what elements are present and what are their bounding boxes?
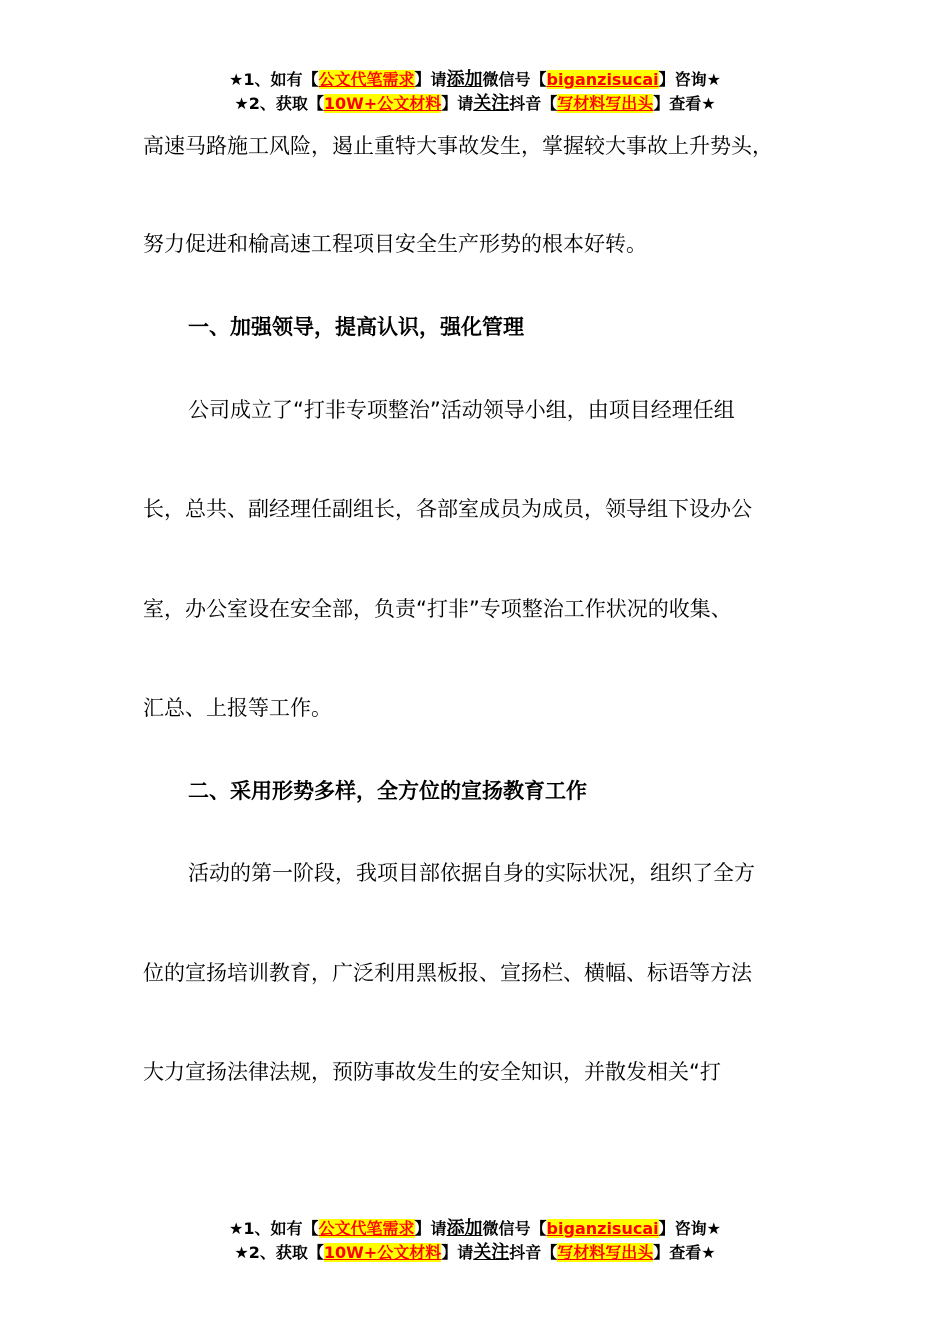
banner-line-2 bbox=[0, 92, 950, 116]
banner-text: 】查看★ bbox=[653, 94, 716, 113]
banner-text: 】查看★ bbox=[653, 1243, 716, 1262]
banner-emphasis: 关注 bbox=[473, 93, 510, 114]
banner-text: ★1、如有【 bbox=[229, 1219, 319, 1238]
banner-text: 微信号【 bbox=[482, 1219, 547, 1238]
banner-text: ★2、获取【 bbox=[234, 1243, 324, 1262]
banner-highlight: 写材料写出头 bbox=[557, 94, 654, 113]
banner-highlight: biganzisucai bbox=[546, 70, 659, 89]
paragraph-line: 大力宣扬法律法规，预防事故发生的安全知识，并散发相关“打 bbox=[143, 1060, 721, 1084]
banner-text: ★2、获取【 bbox=[234, 94, 324, 113]
banner-line-2 bbox=[0, 1241, 950, 1265]
section-heading: 二、采用形势多样，全方位的宣扬教育工作 bbox=[188, 779, 587, 803]
banner-text: 】请 bbox=[441, 1243, 474, 1262]
banner-highlight: 10W+公文材料 bbox=[323, 94, 442, 113]
banner-highlight: 公文代笔需求 bbox=[318, 70, 415, 89]
banner-text: 】咨询★ bbox=[658, 70, 721, 89]
paragraph-line: 努力促进和榆高速工程项目安全生产形势的根本好转。 bbox=[143, 232, 647, 256]
paragraph-line: 活动的第一阶段，我项目部依据自身的实际状况，组织了全方 bbox=[188, 861, 755, 885]
banner-text: 】请 bbox=[441, 94, 474, 113]
section-heading: 一、加强领导，提高认识，强化管理 bbox=[188, 315, 524, 339]
paragraph-line: 室，办公室设在安全部，负责“打非”专项整治工作状况的收集、 bbox=[143, 597, 732, 621]
banner-text: 】请 bbox=[414, 70, 447, 89]
banner-text: 微信号【 bbox=[482, 70, 547, 89]
paragraph-line: 公司成立了“打非专项整治”活动领导小组，由项目经理任组 bbox=[188, 398, 735, 422]
banner-emphasis: 添加 bbox=[446, 69, 483, 90]
banner-text: 抖音【 bbox=[509, 1243, 558, 1262]
banner-text: 】请 bbox=[414, 1219, 447, 1238]
paragraph-line: 汇总、上报等工作。 bbox=[143, 696, 332, 720]
banner-highlight: 10W+公文材料 bbox=[323, 1243, 442, 1262]
banner-highlight: 写材料写出头 bbox=[557, 1243, 654, 1262]
paragraph-line: 位的宣扬培训教育，广泛利用黑板报、宣扬栏、横幅、标语等方法 bbox=[143, 961, 752, 985]
banner-text: 】咨询★ bbox=[658, 1219, 721, 1238]
banner-highlight: biganzisucai bbox=[546, 1219, 659, 1238]
paragraph-line: 长，总共、副经理任副组长，各部室成员为成员，领导组下设办公 bbox=[143, 497, 752, 521]
header-banner bbox=[0, 68, 950, 116]
banner-text: ★1、如有【 bbox=[229, 70, 319, 89]
banner-emphasis: 添加 bbox=[446, 1218, 483, 1239]
banner-highlight: 公文代笔需求 bbox=[318, 1219, 415, 1238]
banner-text: 抖音【 bbox=[509, 94, 558, 113]
banner-emphasis: 关注 bbox=[473, 1242, 510, 1263]
footer-banner bbox=[0, 1217, 950, 1265]
banner-line-1 bbox=[0, 1217, 950, 1241]
banner-line-1 bbox=[0, 68, 950, 92]
paragraph-line: 高速马路施工风险，遏止重特大事故发生，掌握较大事故上升势头， bbox=[143, 134, 773, 158]
